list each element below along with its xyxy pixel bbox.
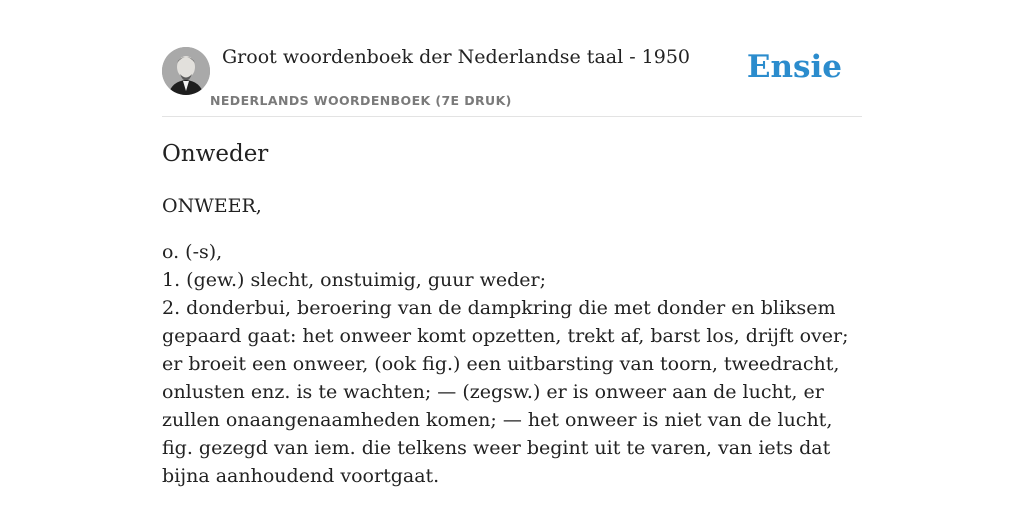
author-portrait [162,47,210,95]
ensie-logo[interactable]: Ensie [746,49,842,85]
portrait-image [162,47,210,95]
definition-line: o. (-s), [162,241,223,263]
header [162,0,862,117]
headword: ONWEER, [162,195,262,217]
book-title[interactable]: Groot woordenboek der Nederlandse taal - 1950 [222,46,691,68]
entry-title: Onweder [162,141,269,167]
definition-line: 2. donderbui, beroering van de dampkring die met donder en bliksem gepaard gaat: het onweer komt opzetten, trekt af, barst los, drijft over; er broeit een onweer, (ook fig.) een uitbarsting van toorn, tweedracht, onlusten enz. is te wachten; — (zegsw.) er is onweer aan de lucht, er zullen onaangenaamheden komen; — het onweer is niet van de lucht, fig. gezegd van iem. die telkens weer begint uit te varen, van iets dat bijna aanhoudend voortgaat. [162,297,849,487]
entry-content [162,138,862,490]
book-subtitle[interactable]: NEDERLANDS WOORDENBOEK (7E DRUK) [210,93,512,108]
definition-line: 1. (gew.) slecht, onstuimig, guur weder; [162,269,547,291]
definition [162,238,862,490]
